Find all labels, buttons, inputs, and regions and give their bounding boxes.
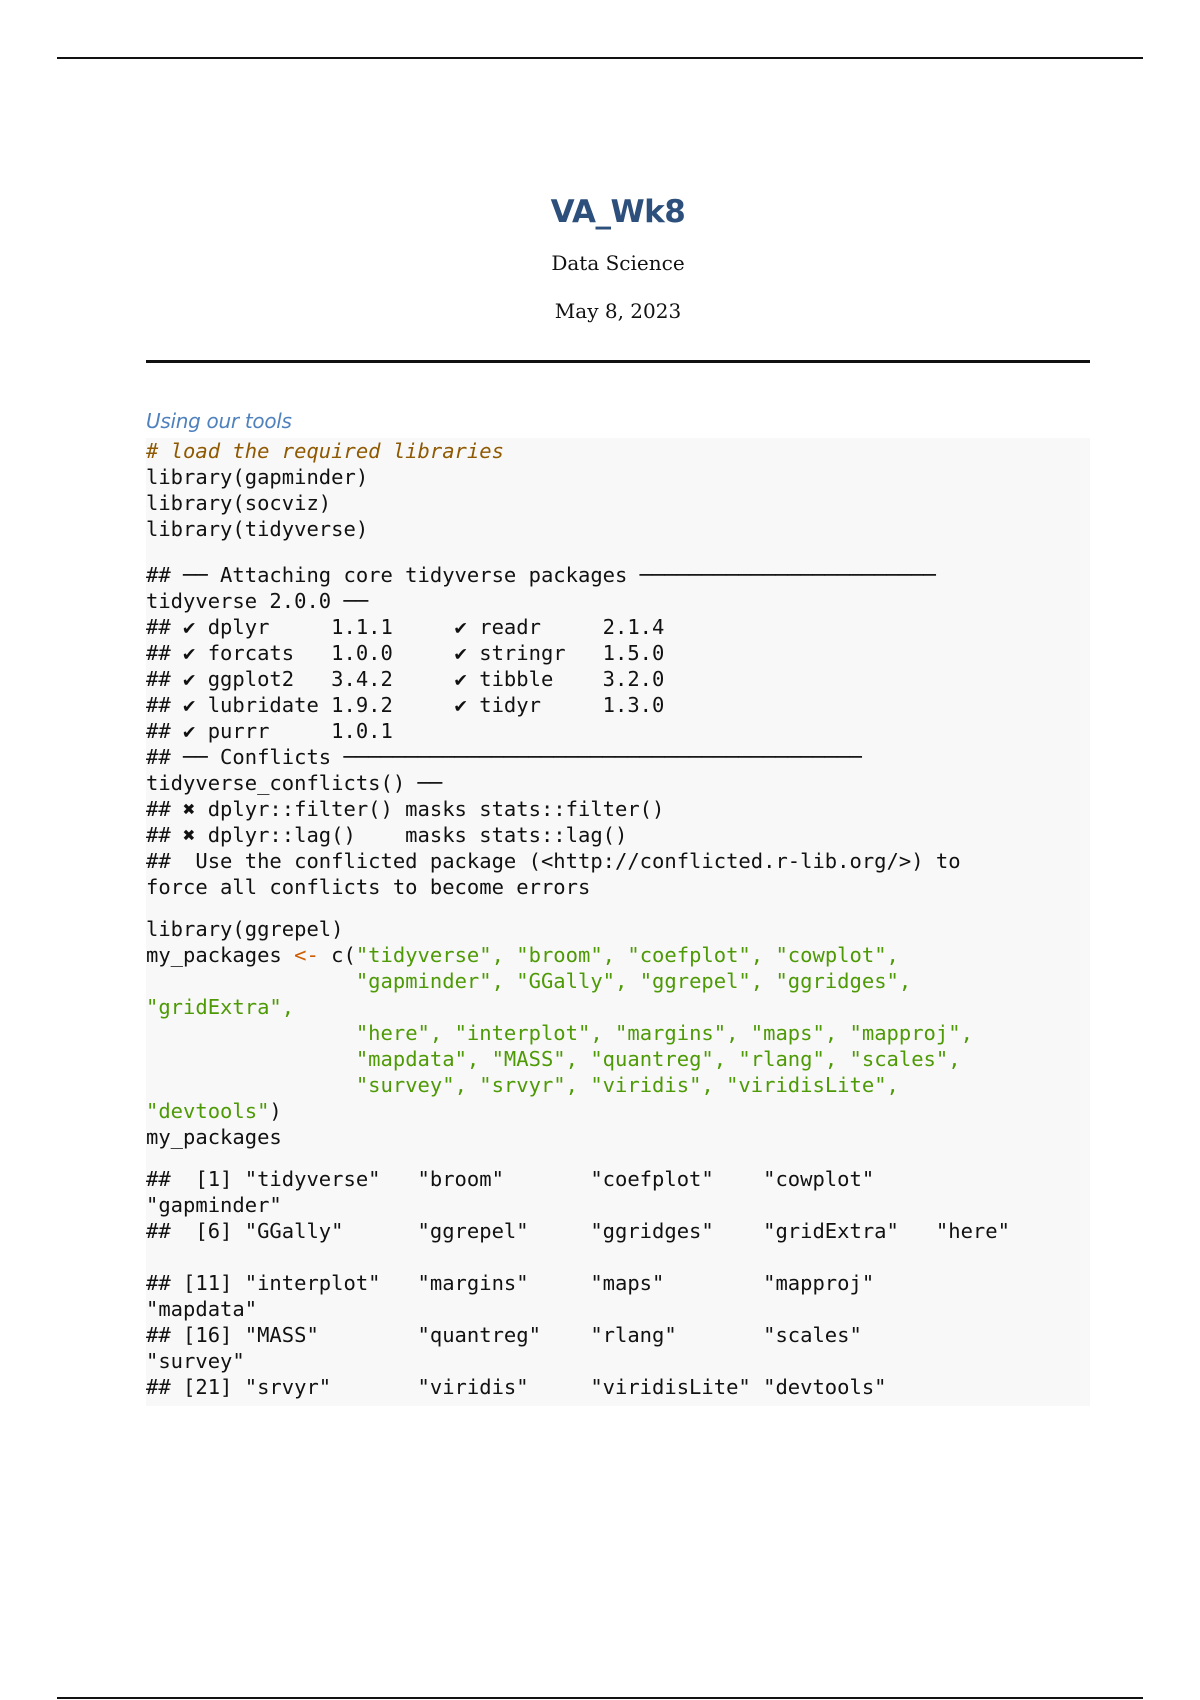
output-line: force all conflicts to become errors: [146, 875, 591, 899]
code-line: "devtools"): [146, 1099, 282, 1123]
output-line: ## ✔ purrr 1.0.1: [146, 719, 393, 743]
output-line: ## Use the conflicted package (<http://conflicted.r-lib.org/>) to: [146, 849, 961, 873]
output-line: ## [6] "GGally" "ggrepel" "ggridges" "gridExtra" "here": [146, 1219, 1010, 1243]
code-line: my_packages: [146, 1125, 282, 1149]
output-line: "gapminder": [146, 1193, 282, 1217]
output-line: ## ✔ ggplot2 3.4.2 ✔ tibble 3.2.0: [146, 667, 665, 691]
output-line: ## [1] "tidyverse" "broom" "coefplot" "cowplot": [146, 1167, 875, 1191]
output-line: ## ── Conflicts ──────────────────────────────────────────: [146, 745, 862, 769]
code-area: [146, 438, 1090, 1406]
output-line: tidyverse_conflicts() ──: [146, 771, 443, 795]
output-line: tidyverse 2.0.0 ──: [146, 589, 369, 613]
output-line: ## ✖ dplyr::lag() masks stats::lag(): [146, 823, 628, 847]
document-header: [146, 192, 1090, 324]
page-bottom-rule: [57, 1697, 1143, 1699]
output-line: "survey": [146, 1349, 245, 1373]
output-line: ## [21] "srvyr" "viridis" "viridisLite" "devtools": [146, 1375, 887, 1399]
output-line: "mapdata": [146, 1297, 258, 1321]
code-line: library(socviz): [146, 491, 332, 515]
document-date: May 8, 2023: [554, 299, 682, 323]
code-line: library(tidyverse): [146, 517, 369, 541]
section-heading: Using our tools: [146, 409, 292, 433]
code-line: "here", "interplot", "margins", "maps", "mapproj",: [355, 1021, 973, 1045]
output-line: [146, 1244, 1090, 1270]
code-line: my_packages <- c("tidyverse", "broom", "coefplot", "cowplot",: [146, 943, 899, 967]
output-line: ## ✖ dplyr::filter() masks stats::filter(): [146, 797, 665, 821]
title-rule: [146, 360, 1090, 363]
document-author: Data Science: [551, 251, 685, 275]
document-title: VA_Wk8: [550, 194, 686, 230]
output-tidyverse-attach: [146, 562, 1090, 900]
output-line: ## ✔ dplyr 1.1.1 ✔ readr 2.1.4: [146, 615, 665, 639]
output-line: ## ✔ forcats 1.0.0 ✔ stringr 1.5.0: [146, 641, 665, 665]
code-line: library(gapminder): [146, 465, 369, 489]
code-chunk-packages: [146, 916, 1090, 1150]
code-chunk-libraries: [146, 438, 1090, 542]
code-line: "gridExtra",: [146, 995, 295, 1019]
output-line: ## [16] "MASS" "quantreg" "rlang" "scales": [146, 1323, 862, 1347]
code-line: "survey", "srvyr", "viridis", "viridisLite",: [355, 1073, 899, 1097]
output-my-packages: [146, 1166, 1090, 1400]
code-line: "mapdata", "MASS", "quantreg", "rlang", "scales",: [355, 1047, 961, 1071]
output-line: ## [11] "interplot" "margins" "maps" "mapproj": [146, 1271, 875, 1295]
page-top-rule: [57, 57, 1143, 59]
code-line: library(ggrepel): [146, 917, 344, 941]
output-line: ## ── Attaching core tidyverse packages ────────────────────────: [146, 563, 936, 587]
code-line: "gapminder", "GGally", "ggrepel", "ggridges",: [355, 969, 912, 993]
code-comment: # load the required libraries: [146, 439, 504, 463]
output-line: ## ✔ lubridate 1.9.2 ✔ tidyr 1.3.0: [146, 693, 665, 717]
